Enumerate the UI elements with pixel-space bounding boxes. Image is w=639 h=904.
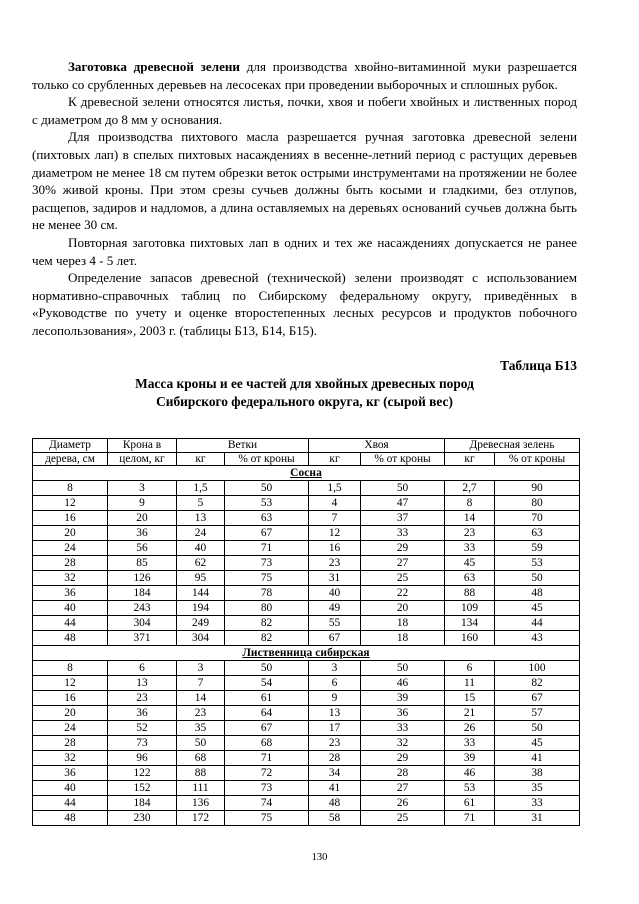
cell: 12 [309,526,361,541]
cell: 243 [108,601,177,616]
cell: 16 [33,511,108,526]
table-row [33,811,580,826]
crown-mass-table [32,438,580,826]
cell: 29 [361,541,445,556]
cell: 40 [33,781,108,796]
cell: 249 [177,616,225,631]
cell: 184 [108,586,177,601]
cell: 36 [361,706,445,721]
cell: 4 [309,496,361,511]
cell: 54 [225,676,309,691]
cell: 63 [225,511,309,526]
table-row [33,661,580,676]
page-body [32,58,577,419]
cell: 50 [225,661,309,676]
cell: 23 [108,691,177,706]
cell: 23 [177,706,225,721]
table-row [33,676,580,691]
cell: 160 [445,631,495,646]
cell: 33 [445,736,495,751]
table-row [33,751,580,766]
header-crown: Крона в [108,439,177,453]
cell: 24 [33,721,108,736]
table-row [33,766,580,781]
table-row [33,796,580,811]
cell: 6 [445,661,495,676]
cell: 18 [361,631,445,646]
cell: 152 [108,781,177,796]
cell: 57 [495,706,580,721]
cell: 48 [495,586,580,601]
cell: 36 [108,526,177,541]
cell: 22 [361,586,445,601]
cell: 23 [445,526,495,541]
cell: 9 [309,691,361,706]
cell: 50 [361,661,445,676]
cell: 20 [361,601,445,616]
group-title-pine: Сосна [33,466,580,481]
cell: 36 [33,766,108,781]
table-row [33,496,580,511]
cell: 59 [495,541,580,556]
cell: 64 [225,706,309,721]
cell: 75 [225,571,309,586]
cell: 32 [33,751,108,766]
cell: 61 [225,691,309,706]
cell: 26 [361,796,445,811]
header-crown-unit: целом, кг [108,452,177,466]
cell: 136 [177,796,225,811]
cell: 55 [309,616,361,631]
cell: 12 [33,676,108,691]
cell: 41 [309,781,361,796]
cell: 56 [108,541,177,556]
cell: 50 [495,721,580,736]
cell: 35 [177,721,225,736]
cell: 90 [495,481,580,496]
cell: 8 [445,496,495,511]
paragraph-2: К древесной зелени относятся листья, почки, хвоя и побеги хвойных и лиственных пород с диаметром до 8 мм у основания. [32,94,577,127]
cell: 304 [108,616,177,631]
table-row [33,481,580,496]
cell: 67 [225,526,309,541]
paragraph-1-bold: Заготовка древесной зелени [68,59,240,74]
header-branches-kg: кг [177,452,225,466]
cell: 28 [361,766,445,781]
cell: 73 [225,556,309,571]
cell: 20 [33,526,108,541]
cell: 82 [495,676,580,691]
header-needles-kg: кг [309,452,361,466]
cell: 3 [309,661,361,676]
cell: 13 [108,676,177,691]
header-diameter: Диаметр [33,439,108,453]
cell: 53 [445,781,495,796]
cell: 26 [445,721,495,736]
cell: 52 [108,721,177,736]
cell: 71 [225,541,309,556]
cell: 85 [108,556,177,571]
cell: 194 [177,601,225,616]
cell: 33 [495,796,580,811]
cell: 50 [495,571,580,586]
cell: 80 [495,496,580,511]
cell: 36 [108,706,177,721]
cell: 25 [361,571,445,586]
cell: 27 [361,781,445,796]
cell: 75 [225,811,309,826]
cell: 122 [108,766,177,781]
header-branches: Ветки [177,439,309,453]
table-row [33,601,580,616]
cell: 45 [445,556,495,571]
cell: 73 [108,736,177,751]
cell: 2,7 [445,481,495,496]
cell: 33 [361,526,445,541]
cell: 13 [177,511,225,526]
cell: 5 [177,496,225,511]
table-row [33,511,580,526]
cell: 67 [309,631,361,646]
cell: 6 [309,676,361,691]
cell: 126 [108,571,177,586]
table-row [33,631,580,646]
table-row [33,721,580,736]
cell: 88 [445,586,495,601]
cell: 1,5 [309,481,361,496]
cell: 39 [445,751,495,766]
cell: 100 [495,661,580,676]
cell: 82 [225,616,309,631]
cell: 35 [495,781,580,796]
cell: 18 [361,616,445,631]
cell: 9 [108,496,177,511]
cell: 28 [309,751,361,766]
table-row [33,541,580,556]
cell: 46 [445,766,495,781]
cell: 43 [495,631,580,646]
table-caption-line-2: Сибирского федерального округа, кг (сырой вес) [156,393,453,409]
paragraph-5: Определение запасов древесной (технической) зелени производят с использованием нормативно-справочных таблиц по Сибирскому федеральному округу, приведённых в «Руководстве по учету и оценке второстепенных лесных ресурсов и продуктов побочного лесопользования», 2003 г. (таблицы Б13, Б14, Б15). [32,270,577,338]
cell: 71 [445,811,495,826]
cell: 28 [33,556,108,571]
cell: 29 [361,751,445,766]
cell: 36 [33,586,108,601]
cell: 78 [225,586,309,601]
cell: 45 [495,601,580,616]
cell: 88 [177,766,225,781]
cell: 50 [361,481,445,496]
cell: 16 [33,691,108,706]
cell: 11 [445,676,495,691]
cell: 48 [33,631,108,646]
cell: 50 [225,481,309,496]
cell: 172 [177,811,225,826]
cell: 13 [309,706,361,721]
paragraph-3: Для производства пихтового масла разрешается ручная заготовка древесной зелени (пихтовых лап) в спелых пихтовых насаждениях в весенне-летний период с растущих деревьев диаметром не менее 18 см путем обрезки веток острыми инструментами на протяжении не более 30% живой кроны. При этом срезы сучьев должны быть косыми и гладкими, без отлупов, расщепов, задиров и надломов, а длина оставляемых на деревьях оснований сучьев должна быть не менее 30 см. [32,129,577,233]
cell: 15 [445,691,495,706]
cell: 47 [361,496,445,511]
cell: 31 [495,811,580,826]
cell: 70 [495,511,580,526]
cell: 14 [445,511,495,526]
cell: 230 [108,811,177,826]
cell: 61 [445,796,495,811]
table-row [33,616,580,631]
cell: 67 [495,691,580,706]
cell: 44 [495,616,580,631]
cell: 17 [309,721,361,736]
cell: 73 [225,781,309,796]
table-label: Таблица Б13 [500,357,577,373]
cell: 82 [225,631,309,646]
cell: 58 [309,811,361,826]
cell: 6 [108,661,177,676]
cell: 27 [361,556,445,571]
cell: 68 [177,751,225,766]
cell: 71 [225,751,309,766]
cell: 304 [177,631,225,646]
paragraph-4: Повторная заготовка пихтовых лап в одних и тех же насаждениях допускается не ранее чем через 4 - 5 лет. [32,234,577,268]
cell: 32 [33,571,108,586]
cell: 33 [361,721,445,736]
cell: 12 [33,496,108,511]
cell: 63 [495,526,580,541]
cell: 21 [445,706,495,721]
cell: 39 [361,691,445,706]
header-branches-pct: % от кроны [225,452,309,466]
cell: 49 [309,601,361,616]
cell: 20 [108,511,177,526]
cell: 111 [177,781,225,796]
cell: 16 [309,541,361,556]
table-row [33,571,580,586]
header-diameter-unit: дерева, см [33,452,108,466]
cell: 20 [33,706,108,721]
cell: 24 [177,526,225,541]
cell: 144 [177,586,225,601]
table-row [33,586,580,601]
cell: 40 [177,541,225,556]
cell: 32 [361,736,445,751]
table-row [33,706,580,721]
cell: 41 [495,751,580,766]
cell: 44 [33,796,108,811]
cell: 74 [225,796,309,811]
paragraph-1 [32,58,577,93]
cell: 134 [445,616,495,631]
cell: 80 [225,601,309,616]
cell: 371 [108,631,177,646]
table-caption-line-1: Масса кроны и ее частей для хвойных древесных пород [135,375,474,391]
page-number: 130 [311,852,328,863]
cell: 62 [177,556,225,571]
cell: 184 [108,796,177,811]
cell: 109 [445,601,495,616]
table-row [33,736,580,751]
cell: 3 [177,661,225,676]
cell: 68 [225,736,309,751]
cell: 40 [309,586,361,601]
cell: 38 [495,766,580,781]
cell: 46 [361,676,445,691]
cell: 1,5 [177,481,225,496]
cell: 48 [309,796,361,811]
paragraph-1-text: для производства хвойно-витаминной муки разрешается только со срубленных деревьев на лесосеках при проведении выборочных и сплошных рубок. [32,59,577,92]
cell: 48 [33,811,108,826]
table-row [33,691,580,706]
cell: 28 [33,736,108,751]
header-green: Древесная зелень [445,439,580,453]
cell: 53 [495,556,580,571]
cell: 96 [108,751,177,766]
cell: 7 [177,676,225,691]
cell: 23 [309,736,361,751]
header-needles-pct: % от кроны [361,452,445,466]
cell: 3 [108,481,177,496]
cell: 53 [225,496,309,511]
cell: 14 [177,691,225,706]
cell: 95 [177,571,225,586]
cell: 50 [177,736,225,751]
cell: 8 [33,481,108,496]
cell: 7 [309,511,361,526]
header-needles: Хвоя [309,439,445,453]
cell: 31 [309,571,361,586]
cell: 44 [33,616,108,631]
cell: 37 [361,511,445,526]
table-row [33,556,580,571]
table-caption [32,375,577,411]
header-green-kg: кг [445,452,495,466]
table-row [33,781,580,796]
cell: 34 [309,766,361,781]
cell: 67 [225,721,309,736]
header-green-pct: % от кроны [495,452,580,466]
table-row [33,526,580,541]
cell: 63 [445,571,495,586]
cell: 33 [445,541,495,556]
cell: 24 [33,541,108,556]
cell: 45 [495,736,580,751]
cell: 23 [309,556,361,571]
cell: 25 [361,811,445,826]
cell: 8 [33,661,108,676]
cell: 40 [33,601,108,616]
group-title-larch: Лиственница сибирская [33,646,580,661]
cell: 72 [225,766,309,781]
